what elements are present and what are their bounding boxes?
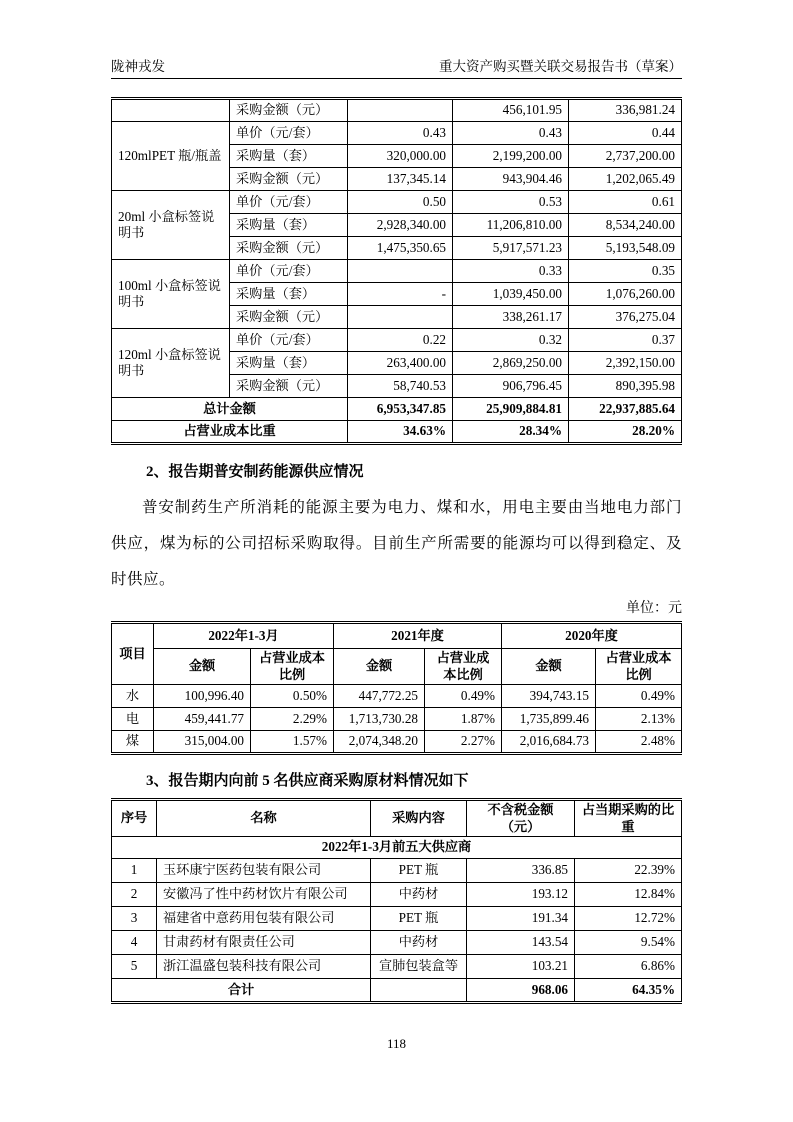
unit-label: 单位：元 [626, 601, 682, 616]
metric-label: 采购金额（元） [230, 99, 348, 122]
summary-value: 25,909,884.81 [453, 398, 569, 421]
energy-amount-header: 金额 [502, 649, 596, 685]
suppliers-table [111, 798, 682, 1004]
supplier-index: 3 [112, 907, 157, 931]
value-cell: 2,199,200.00 [453, 145, 569, 168]
header-company-name: 陇神戎发 [111, 59, 165, 74]
procurement-row [112, 99, 682, 122]
value-cell: 0.33 [453, 260, 569, 283]
metric-label: 单价（元/套） [230, 191, 348, 214]
value-cell: 58,740.53 [348, 375, 453, 398]
energy-amount-header: 金额 [334, 649, 425, 685]
energy-ratio-header: 占营业成本比例 [596, 649, 682, 685]
energy-value-cell: 1.87% [425, 708, 502, 731]
supplier-index: 1 [112, 859, 157, 883]
section2-heading: 2、报告期普安制药能源供应情况 [146, 464, 364, 480]
item-group-label [112, 99, 230, 122]
energy-data-row [112, 708, 682, 731]
suppliers-total-amount: 968.06 [467, 979, 575, 1003]
value-cell: 5,917,571.23 [453, 237, 569, 260]
page-number: 118 [386, 1036, 407, 1051]
suppliers-header-row [112, 800, 682, 837]
item-group-label: 20ml 小盒标签说明书 [112, 191, 230, 260]
supplier-row [112, 931, 682, 955]
metric-label: 采购量（套） [230, 283, 348, 306]
procurement-row [112, 260, 682, 283]
energy-subheader-row [112, 649, 682, 685]
suppliers-group-header-row [112, 837, 682, 859]
page-header [111, 55, 682, 79]
energy-header-row [112, 623, 682, 649]
value-cell: 8,534,240.00 [569, 214, 682, 237]
supplier-row [112, 883, 682, 907]
supplier-ratio: 12.72% [575, 907, 682, 931]
procurement-row [112, 122, 682, 145]
summary-value: 34.63% [348, 421, 453, 444]
supplier-ratio: 6.86% [575, 955, 682, 979]
supplier-index: 5 [112, 955, 157, 979]
supplier-amount: 143.54 [467, 931, 575, 955]
supplier-index: 2 [112, 883, 157, 907]
value-cell: 5,193,548.09 [569, 237, 682, 260]
value-cell: 456,101.95 [453, 99, 569, 122]
suppliers-table-body [112, 800, 682, 1003]
metric-label: 采购金额（元） [230, 375, 348, 398]
page-content [111, 55, 682, 1004]
metric-label: 采购金额（元） [230, 237, 348, 260]
suppliers-column-header: 名称 [157, 800, 371, 837]
supplier-row [112, 955, 682, 979]
header-report-title: 重大资产购买暨关联交易报告书（草案） [439, 59, 682, 74]
energy-value-cell: 2.13% [596, 708, 682, 731]
metric-label: 采购量（套） [230, 145, 348, 168]
value-cell: 0.50 [348, 191, 453, 214]
energy-data-row [112, 685, 682, 708]
supplier-content: PET 瓶 [371, 907, 467, 931]
procurement-summary-row [112, 398, 682, 421]
supplier-ratio: 12.84% [575, 883, 682, 907]
summary-label: 总计金额 [112, 398, 348, 421]
supplier-content: 中药材 [371, 883, 467, 907]
value-cell: 0.44 [569, 122, 682, 145]
supplier-ratio: 22.39% [575, 859, 682, 883]
supplier-name: 甘肃药材有限责任公司 [157, 931, 371, 955]
suppliers-column-header: 序号 [112, 800, 157, 837]
suppliers-total-row [112, 979, 682, 1003]
summary-value: 28.34% [453, 421, 569, 444]
section2-paragraph: 普安制药生产所消耗的能源主要为电力、煤和水，用电主要由当地电力部门供应，煤为标的公司招标采购取得。目前生产所需要的能源均可以得到稳定、及时供应。 [111, 499, 682, 588]
summary-value: 22,937,885.64 [569, 398, 682, 421]
item-group-label: 120mlPET 瓶/瓶盖 [112, 122, 230, 191]
value-cell: 0.43 [348, 122, 453, 145]
value-cell [348, 306, 453, 329]
energy-value-cell: 1.57% [251, 731, 334, 754]
metric-label: 采购金额（元） [230, 306, 348, 329]
energy-value-cell: 1,713,730.28 [334, 708, 425, 731]
supplier-content: PET 瓶 [371, 859, 467, 883]
value-cell: 376,275.04 [569, 306, 682, 329]
value-cell: 0.53 [453, 191, 569, 214]
energy-data-row [112, 731, 682, 754]
suppliers-total-label: 合计 [112, 979, 371, 1003]
metric-label: 单价（元/套） [230, 122, 348, 145]
value-cell: 1,475,350.65 [348, 237, 453, 260]
value-cell [348, 99, 453, 122]
procurement-row [112, 329, 682, 352]
energy-period-header: 2021年度 [334, 623, 502, 649]
supplier-name: 福建省中意药用包装有限公司 [157, 907, 371, 931]
supplier-amount: 193.12 [467, 883, 575, 907]
energy-period-header: 2022年1-3月 [154, 623, 334, 649]
energy-value-cell: 2.27% [425, 731, 502, 754]
value-cell: - [348, 283, 453, 306]
value-cell: 1,039,450.00 [453, 283, 569, 306]
procurement-row [112, 191, 682, 214]
value-cell: 263,400.00 [348, 352, 453, 375]
supplier-amount: 103.21 [467, 955, 575, 979]
energy-table [111, 621, 682, 755]
energy-value-cell: 447,772.25 [334, 685, 425, 708]
value-cell: 0.32 [453, 329, 569, 352]
value-cell: 890,395.98 [569, 375, 682, 398]
metric-label: 采购量（套） [230, 214, 348, 237]
section3-heading: 3、报告期内向前 5 名供应商采购原材料情况如下 [146, 773, 469, 789]
supplier-content: 宣肺包装盒等 [371, 955, 467, 979]
value-cell: 1,076,260.00 [569, 283, 682, 306]
suppliers-total-ratio: 64.35% [575, 979, 682, 1003]
supplier-name: 浙江温盛包装科技有限公司 [157, 955, 371, 979]
metric-label: 采购量（套） [230, 352, 348, 375]
value-cell: 0.43 [453, 122, 569, 145]
value-cell: 137,345.14 [348, 168, 453, 191]
supplier-ratio: 9.54% [575, 931, 682, 955]
supplier-name: 安徽冯了性中药材饮片有限公司 [157, 883, 371, 907]
value-cell: 2,392,150.00 [569, 352, 682, 375]
energy-value-cell: 2,074,348.20 [334, 731, 425, 754]
energy-value-cell: 315,004.00 [154, 731, 251, 754]
energy-item-cell: 煤 [112, 731, 154, 754]
supplier-row [112, 859, 682, 883]
supplier-content: 中药材 [371, 931, 467, 955]
value-cell: 0.22 [348, 329, 453, 352]
value-cell: 336,981.24 [569, 99, 682, 122]
suppliers-total-content [371, 979, 467, 1003]
energy-value-cell: 459,441.77 [154, 708, 251, 731]
energy-value-cell: 394,743.15 [502, 685, 596, 708]
energy-value-cell: 0.49% [425, 685, 502, 708]
value-cell: 2,928,340.00 [348, 214, 453, 237]
value-cell: 11,206,810.00 [453, 214, 569, 237]
energy-amount-header: 金额 [154, 649, 251, 685]
metric-label: 单价（元/套） [230, 329, 348, 352]
value-cell: 2,737,200.00 [569, 145, 682, 168]
item-group-label: 100ml 小盒标签说明书 [112, 260, 230, 329]
procurement-summary-row [112, 421, 682, 444]
energy-ratio-header: 占营业成本比例 [251, 649, 334, 685]
value-cell: 2,869,250.00 [453, 352, 569, 375]
item-group-label: 120ml 小盒标签说明书 [112, 329, 230, 398]
suppliers-column-header: 不含税金额（元） [467, 800, 575, 837]
suppliers-column-header: 占当期采购的比重 [575, 800, 682, 837]
supplier-row [112, 907, 682, 931]
energy-value-cell: 1,735,899.46 [502, 708, 596, 731]
procurement-table [111, 97, 682, 445]
energy-value-cell: 0.49% [596, 685, 682, 708]
energy-value-cell: 2.29% [251, 708, 334, 731]
metric-label: 采购金额（元） [230, 168, 348, 191]
value-cell: 906,796.45 [453, 375, 569, 398]
procurement-table-body [112, 99, 682, 444]
summary-value: 28.20% [569, 421, 682, 444]
energy-item-header: 项目 [112, 623, 154, 685]
value-cell [348, 260, 453, 283]
suppliers-column-header: 采购内容 [371, 800, 467, 837]
value-cell: 0.61 [569, 191, 682, 214]
energy-value-cell: 2.48% [596, 731, 682, 754]
energy-item-cell: 水 [112, 685, 154, 708]
energy-value-cell: 2,016,684.73 [502, 731, 596, 754]
energy-value-cell: 100,996.40 [154, 685, 251, 708]
value-cell: 0.35 [569, 260, 682, 283]
supplier-amount: 191.34 [467, 907, 575, 931]
energy-table-body [112, 623, 682, 754]
supplier-name: 玉环康宁医药包装有限公司 [157, 859, 371, 883]
value-cell: 320,000.00 [348, 145, 453, 168]
energy-value-cell: 0.50% [251, 685, 334, 708]
energy-ratio-header: 占营业成本比例 [425, 649, 502, 685]
summary-label: 占营业成本比重 [112, 421, 348, 444]
energy-item-cell: 电 [112, 708, 154, 731]
energy-period-header: 2020年度 [502, 623, 682, 649]
summary-value: 6,953,347.85 [348, 398, 453, 421]
suppliers-group-header: 2022年1-3月前五大供应商 [112, 837, 682, 859]
value-cell: 943,904.46 [453, 168, 569, 191]
supplier-index: 4 [112, 931, 157, 955]
value-cell: 1,202,065.49 [569, 168, 682, 191]
supplier-amount: 336.85 [467, 859, 575, 883]
value-cell: 338,261.17 [453, 306, 569, 329]
metric-label: 单价（元/套） [230, 260, 348, 283]
value-cell: 0.37 [569, 329, 682, 352]
